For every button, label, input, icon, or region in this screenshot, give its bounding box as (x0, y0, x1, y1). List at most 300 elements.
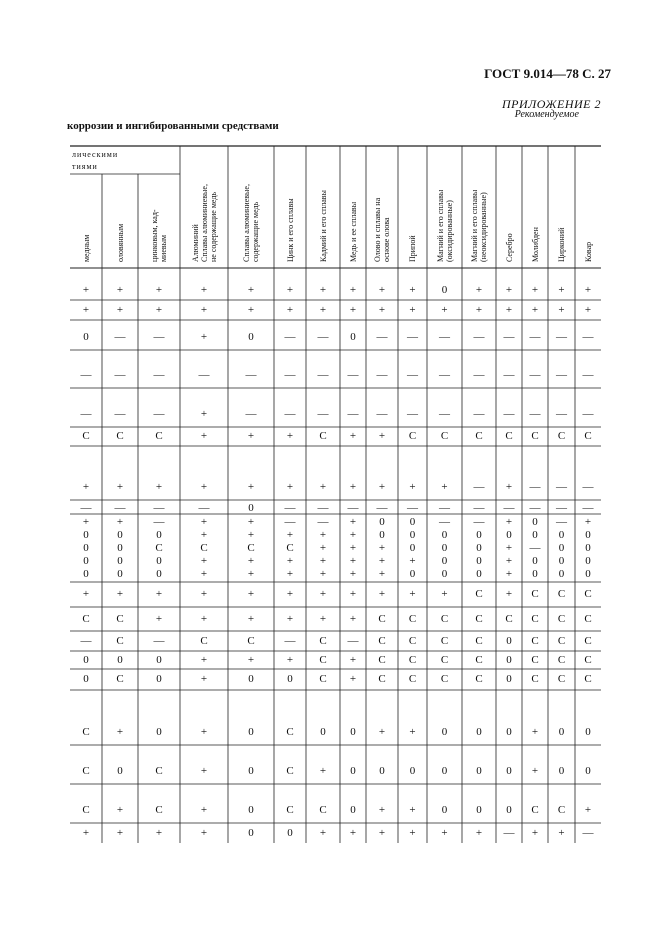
table-cell: + (82, 481, 90, 493)
table-cell: 0 (441, 765, 448, 777)
table-cell: С (557, 804, 566, 816)
table-cell: С (440, 653, 449, 666)
table-cell: С (116, 612, 124, 625)
table-cell: 0 (248, 765, 254, 777)
table-cell: + (505, 283, 513, 296)
table-cell: + (116, 804, 124, 816)
table-cell: С (155, 804, 163, 816)
table-cell: С (584, 673, 592, 685)
table-cell: С (557, 588, 566, 600)
appendix-subtitle: Рекомендуемое (514, 109, 579, 120)
table-cell: 0 (476, 804, 482, 816)
table-cell: + (200, 726, 208, 738)
table-cell: + (247, 481, 255, 493)
table-cell: — (153, 502, 165, 514)
table-cell: + (349, 653, 357, 666)
table-cell: 0 (350, 726, 356, 738)
table-caption: коррозии и ингибированными средствами (67, 120, 279, 132)
table-cell: — (284, 369, 296, 381)
table-cell: 0 (83, 673, 89, 685)
table-cell: 0 (320, 726, 326, 738)
table-cell: — (407, 331, 418, 343)
column-header: цинковым, кад- миевым (150, 209, 168, 262)
table-cell: + + + + + (349, 516, 357, 580)
table-cell: + (200, 408, 208, 420)
table-cell: 0 (248, 331, 254, 343)
table-cell: + (349, 430, 357, 442)
table-cell: + (409, 726, 416, 738)
table-cell: + (409, 588, 416, 600)
table-cell: — (582, 369, 594, 381)
table-cell: + (286, 612, 294, 625)
table-cell: — (529, 369, 541, 381)
table-cell: + (378, 804, 386, 816)
table-cell: + (200, 283, 208, 296)
table-cell: + (441, 826, 448, 839)
table-cell: 0 (506, 653, 512, 666)
table-cell: С (82, 612, 90, 625)
column-header: Цинк и его сплавы (285, 198, 295, 262)
table-cell: + (584, 804, 592, 816)
table-cell: 0 0 — 0 0 (529, 516, 541, 580)
table-cell: 0 (248, 726, 254, 738)
table-cell: + (558, 826, 565, 839)
table-cell: С (584, 430, 592, 442)
table-cell: + (200, 612, 208, 625)
table-cell: + (116, 283, 124, 296)
table-cell: — (284, 408, 296, 420)
table-cell: 0 (506, 673, 512, 685)
table-cell: — (529, 408, 541, 420)
table-cell: + (409, 481, 416, 493)
table-cell: С (155, 765, 163, 777)
table-cell: — (473, 502, 485, 514)
table-cell: — (198, 369, 210, 381)
table-cell: С (319, 430, 327, 442)
table-cell: + (531, 726, 539, 738)
table-cell: — (80, 408, 92, 420)
table-cell: С (378, 673, 386, 685)
table-cell: 0 (441, 283, 448, 296)
table-cell: С (475, 430, 483, 442)
table-cell: — 0 С 0 0 (153, 516, 165, 580)
table-cell: С (286, 726, 294, 738)
table-cell: С (286, 804, 294, 816)
table-cell: — (284, 331, 296, 343)
table-cell: + (378, 430, 386, 442)
table-cell: — (529, 502, 541, 514)
table-cell: С (116, 430, 124, 442)
table-cell: 0 (558, 765, 565, 777)
table-cell: 0 (350, 331, 356, 343)
table-cell: + (378, 588, 386, 600)
table-cell: С (247, 634, 255, 647)
table-cell: — (153, 369, 165, 381)
table-cell: С (475, 634, 483, 647)
table-cell: С (408, 430, 417, 442)
table-cell: — (407, 502, 418, 514)
table-cell: + (584, 303, 592, 316)
table-cell: — (198, 502, 210, 514)
table-cell: С (505, 612, 513, 625)
table-cell: + (349, 283, 357, 296)
table-cell: С (531, 430, 539, 442)
table-cell: 0 (476, 726, 482, 738)
table-cell: + (409, 303, 416, 316)
table-cell: + (200, 481, 208, 493)
table-cell: + (349, 612, 357, 625)
table-cell: + 0 + + + (505, 516, 513, 580)
table-cell: С (557, 612, 566, 625)
table-cell: С (286, 765, 294, 777)
table-cell: — (317, 502, 329, 514)
table-cell: + (475, 826, 483, 839)
table-cell: + (319, 612, 327, 625)
table-cell: — (473, 408, 485, 420)
table-cell: — (503, 369, 515, 381)
table-cell: — (582, 502, 594, 514)
table-cell: — (556, 331, 567, 343)
table-cell: 0 (248, 804, 254, 816)
table-cell: С (319, 653, 327, 666)
table-cell: + (349, 673, 357, 685)
table-cell: 0 (441, 726, 448, 738)
table-cell: С (82, 804, 90, 816)
table-cell: — (556, 502, 567, 514)
table-cell: — (245, 408, 257, 420)
table-cell: + + С + + (247, 516, 255, 580)
table-cell: — (80, 369, 92, 381)
table-cell: — (80, 502, 92, 514)
table-cell: + (531, 826, 539, 839)
table-cell: — (473, 331, 485, 343)
table-cell: + (247, 303, 255, 316)
table-cell: С (116, 634, 124, 647)
table-cell: — (503, 408, 515, 420)
table-cell: — (439, 369, 450, 381)
table-cell: С (319, 673, 327, 685)
table-cell: — (284, 634, 296, 647)
table-cell: + (155, 283, 163, 296)
table-cell: С (200, 634, 208, 647)
column-header: Молибден (530, 227, 540, 262)
table-cell: + (200, 588, 208, 600)
table-cell: С (557, 653, 566, 666)
table-cell: + (247, 588, 255, 600)
table-cell: + (319, 765, 327, 777)
table-cell: + (200, 765, 208, 777)
table-cell: 0 (506, 765, 512, 777)
table-cell: 0 0 + + + (378, 516, 386, 580)
table-cell: + (584, 283, 592, 296)
table-cell: С (82, 726, 90, 738)
table-cell: 0 (83, 653, 89, 666)
table-cell: 0 (248, 502, 254, 514)
table-cell: + (82, 588, 90, 600)
table-cell: + (349, 826, 357, 839)
table-cell: + (505, 303, 513, 316)
table-cell: С (475, 673, 483, 685)
table-cell: + (349, 588, 357, 600)
table-cell: — (114, 408, 126, 420)
table-cell: + (505, 588, 513, 600)
column-header: Магний и его сплавы (неоксидированные) (470, 189, 488, 262)
table-cell: С (408, 634, 417, 647)
table-cell: С (475, 612, 483, 625)
table-cell: 0 (287, 673, 293, 685)
table-cell: 0 (585, 765, 591, 777)
table-cell: + (378, 726, 386, 738)
table-cell: — (556, 408, 567, 420)
table-cell: + (286, 283, 294, 296)
table-cell: + (531, 283, 539, 296)
group-header-line: тиями (72, 162, 98, 171)
table-cell: + (116, 726, 124, 738)
table-cell: — (582, 408, 594, 420)
table-cell: 0 (379, 765, 385, 777)
table-cell: + (155, 588, 163, 600)
table-cell: — (439, 408, 450, 420)
column-header: медным (81, 234, 91, 262)
table-cell: 0 (156, 673, 162, 685)
table-cell: — (376, 369, 388, 381)
column-header: Припой (408, 235, 417, 262)
table-cell: С (584, 612, 592, 625)
table-cell: — (317, 408, 329, 420)
table-cell: + (200, 804, 208, 816)
table-cell: + (475, 283, 483, 296)
table-cell: + (116, 481, 124, 493)
table-cell: — (80, 634, 92, 647)
table-cell: 0 (409, 765, 416, 777)
table-cell: — + С + + (284, 516, 296, 580)
column-header: Цирконий (557, 227, 566, 262)
table-cell: С (531, 653, 539, 666)
group-header-line: лическими (72, 150, 119, 159)
table-cell: С (82, 430, 90, 442)
table-cell: + (82, 826, 90, 839)
table-cell: С (378, 612, 386, 625)
table-cell: + (286, 303, 294, 316)
column-header: Серебро (504, 233, 514, 262)
table-cell: + (378, 826, 386, 839)
table-cell: + (247, 283, 255, 296)
table-cell: С (440, 673, 449, 685)
table-cell: + (82, 283, 90, 296)
table-cell: — (245, 369, 257, 381)
table-cell: + (378, 481, 386, 493)
table-cell: — (376, 408, 388, 420)
table-cell: — (347, 502, 359, 514)
table-cell: — (317, 331, 329, 343)
table-cell: — (556, 369, 567, 381)
table-cell: С (584, 634, 592, 647)
table-cell: — (284, 502, 296, 514)
table-cell: — (317, 369, 329, 381)
coating-group-header (70, 149, 118, 173)
table-cell: С (155, 430, 163, 442)
table-cell: + + С + + (200, 516, 208, 580)
table-cell: — 0 0 0 0 (556, 516, 567, 580)
table-cell: 0 (156, 726, 162, 738)
table-cell: С (440, 612, 449, 625)
table-cell: С (531, 612, 539, 625)
table-cell: + (200, 673, 208, 685)
column-header: Медь и ее сплавы (348, 201, 358, 262)
table-cell: + (247, 653, 255, 666)
table-cell: + (319, 283, 327, 296)
table-cell: — (529, 331, 541, 343)
table-cell: + (349, 303, 357, 316)
table-cell: 0 (248, 826, 254, 839)
table-cell: С (440, 634, 449, 647)
table-cell: + (378, 303, 386, 316)
table-cell: — (473, 369, 485, 381)
table-cell: С (531, 588, 539, 600)
table-cell: + (319, 303, 327, 316)
table-cell: — 0 0 0 0 (473, 516, 485, 580)
table-cell: + 0 0 0 0 (116, 516, 124, 580)
table-cell: + (155, 303, 163, 316)
table-cell: — (582, 331, 594, 343)
table-cell: — (347, 408, 359, 420)
table-cell: + (247, 430, 255, 442)
table-cell: — (347, 369, 359, 381)
table-cell: + (319, 826, 327, 839)
table-cell: С (408, 673, 417, 685)
table-cell: + (82, 303, 90, 316)
table-cell: 0 (287, 826, 293, 839)
column-header: Ковар (583, 241, 593, 262)
table-cell: + (247, 612, 255, 625)
table-cell: + (286, 481, 294, 493)
table-cell: — (503, 502, 515, 514)
table-cell: 0 (506, 804, 512, 816)
table-cell: С (584, 588, 592, 600)
table-cell: С (319, 804, 327, 816)
table-cell: + (200, 430, 208, 442)
table-cell: 0 (558, 726, 565, 738)
table-cell: 0 (350, 765, 356, 777)
table-cell: — (153, 634, 165, 647)
table-cell: + (319, 588, 327, 600)
table-cell: + (200, 303, 208, 316)
table-cell: — (407, 369, 418, 381)
table-cell: 0 (506, 726, 512, 738)
table-cell: — (376, 331, 388, 343)
column-header: Сплавы алюминиевые, содержащие медь (242, 184, 260, 262)
table-cell: + (409, 283, 416, 296)
table-cell: — (376, 502, 388, 514)
table-cell: С (378, 634, 386, 647)
table-cell: + (531, 765, 539, 777)
table-cell: 0 (117, 765, 123, 777)
table-cell: + (116, 303, 124, 316)
table-cell: + (200, 653, 208, 666)
table-cell: С (584, 653, 592, 666)
table-cell: + (409, 804, 416, 816)
table-cell: + (505, 481, 513, 493)
table-cell: 0 (350, 804, 356, 816)
table-cell: С (557, 673, 566, 685)
table-cell: — (556, 481, 567, 493)
table-cell: 0 (117, 653, 123, 666)
table-cell: — (347, 634, 359, 647)
table-cell: — (407, 408, 418, 420)
table-cell: — (114, 331, 126, 343)
table-cell: — (503, 331, 515, 343)
table-cell: С (531, 673, 539, 685)
table-cell: + (116, 588, 124, 600)
table-cell: + 0 0 0 0 (584, 516, 592, 580)
table-cell: С (116, 673, 124, 685)
table-cell: + (378, 283, 386, 296)
table-cell: + (155, 612, 163, 625)
table-cell: С (440, 430, 449, 442)
table-cell: — (529, 481, 541, 493)
table-cell: С (408, 653, 417, 666)
document-number: ГОСТ 9.014—78 С. 27 (484, 66, 611, 81)
table-cell: — (582, 826, 594, 839)
table-cell: С (475, 588, 483, 600)
table-cell: + (116, 826, 124, 839)
table-cell: + (349, 481, 357, 493)
table-cell: 0 (248, 673, 254, 685)
table-cell: С (475, 653, 483, 666)
table-cell: — (114, 502, 126, 514)
table-cell: + (475, 303, 483, 316)
table-cell: 0 (585, 726, 591, 738)
table-cell: + (286, 430, 294, 442)
table-cell: 0 0 0 + 0 (409, 516, 416, 580)
table-cell: — (473, 481, 485, 493)
table-cell: — (153, 408, 165, 420)
column-header: Кадмий и его сплавы (318, 190, 328, 262)
table-cell: + (441, 303, 448, 316)
table-cell: С (408, 612, 417, 625)
appendix-title: ПРИЛОЖЕНИЕ 2 (502, 97, 601, 111)
table-cell: — (582, 481, 594, 493)
table-cell: + (319, 481, 327, 493)
table-cell: — (439, 331, 450, 343)
table-cell: + (286, 588, 294, 600)
table-cell: 0 (441, 804, 448, 816)
column-header: оловянным (115, 223, 125, 262)
table-cell: — (439, 502, 450, 514)
table-cell: + 0 0 0 0 (82, 516, 90, 580)
table-cell: + (155, 481, 163, 493)
table-cell: С (557, 634, 566, 647)
table-cell: С (531, 804, 539, 816)
column-header: Олово и сплавы на основе олова (373, 197, 391, 262)
table-cell: + (200, 331, 208, 343)
table-cell: — (114, 369, 126, 381)
table-cell: + (286, 653, 294, 666)
table-cell: С (82, 765, 90, 777)
table-cell: С (505, 430, 513, 442)
table-cell: — (503, 826, 515, 839)
column-header: Магний и его сплавы (оксидированные) (435, 189, 454, 262)
table-cell: — + + + + (317, 516, 329, 580)
table-cell: + (531, 303, 539, 316)
table-cell: С (531, 634, 539, 647)
table-cell: — (153, 331, 165, 343)
table-cell: + (200, 826, 208, 839)
table-cell: С (557, 430, 566, 442)
table-cell: 0 (83, 331, 89, 343)
table-cell: + (155, 826, 163, 839)
table-cell: + (441, 481, 448, 493)
